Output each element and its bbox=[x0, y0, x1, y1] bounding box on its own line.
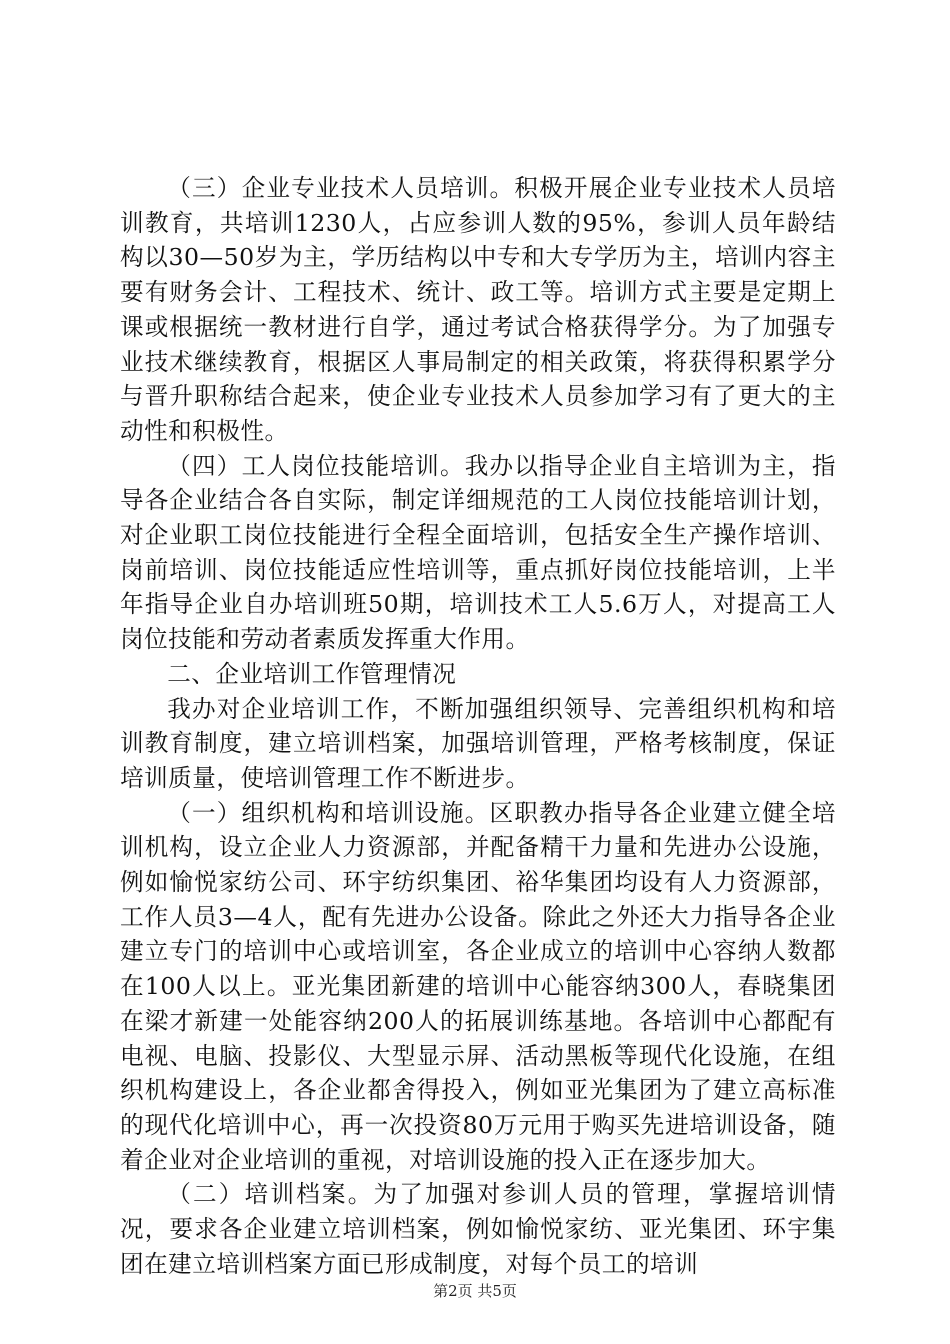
section-heading-management: 二、企业培训工作管理情况 bbox=[167, 659, 457, 688]
paragraph-worker-skill-training: （四）工人岗位技能培训。我办以指导企业自主培训为主，指导各企业结合各自实际，制定详细规范的工人岗位技能培训计划，对企业职工岗位技能进行全程全面培训，包括安全生产操作培训、岗前培训、岗位技能适应性培训等，重点抓好岗位技能培训，上半年指导企业自办培训班50期，培训技术工人5.6万人，对提高工人岗位技能和劳动者素质发挥重大作用。 bbox=[120, 451, 836, 654]
paragraph-training-archives: （二）培训档案。为了加强对参训人员的管理，掌握培训情况，要求各企业建立培训档案，例如愉悦家纺、亚光集团、环宇集团在建立培训档案方面已形成制度，对每个员工的培训 bbox=[120, 1180, 836, 1278]
paragraph-management-intro: 我办对企业培训工作，不断加强组织领导、完善组织机构和培训教育制度，建立培训档案，加强培训管理，严格考核制度，保证培训质量，使培训管理工作不断进步。 bbox=[120, 694, 836, 792]
paragraph-professional-training: （三）企业专业技术人员培训。积极开展企业专业技术人员培训教育，共培训1230人，占应参训人数的95%，参训人员年龄结构以30—50岁为主，学历结构以中专和大专学历为主，培训内容主要有财务会计、工程技术、统计、政工等。培训方式主要是定期上课或根据统一教材进行自学，通过考试合格获得学分。为了加强专业技术继续教育，根据区人事局制定的相关政策，将获得积累学分与晋升职称结合起来，使企业专业技术人员参加学习有了更大的主动性和积极性。 bbox=[120, 174, 836, 445]
page-footer: 第2页 共5页 bbox=[433, 1282, 517, 1300]
document-body bbox=[120, 171, 836, 1282]
paragraph-organization-facilities: （一）组织机构和培训设施。区职教办指导各企业建立健全培训机构，设立企业人力资源部，并配备精干力量和先进办公设施，例如愉悦家纺公司、环宇纺织集团、裕华集团均设有人力资源部，工作人员3—4人，配有先进办公设备。除此之外还大力指导各企业建立专门的培训中心或培训室，各企业成立的培训中心容纳人数都在100人以上。亚光集团新建的培训中心能容纳300人，春晓集团在梁才新建一处能容纳200人的拓展训练基地。各培训中心都配有电视、电脑、投影仪、大型显示屏、活动黑板等现代化设施，在组织机构建设上，各企业都舍得投入，例如亚光集团为了建立高标准的现代化培训中心，再一次投资80万元用于购买先进培训设备，随着企业对企业培训的重视，对培训设施的投入正在逐步加大。 bbox=[120, 798, 836, 1174]
